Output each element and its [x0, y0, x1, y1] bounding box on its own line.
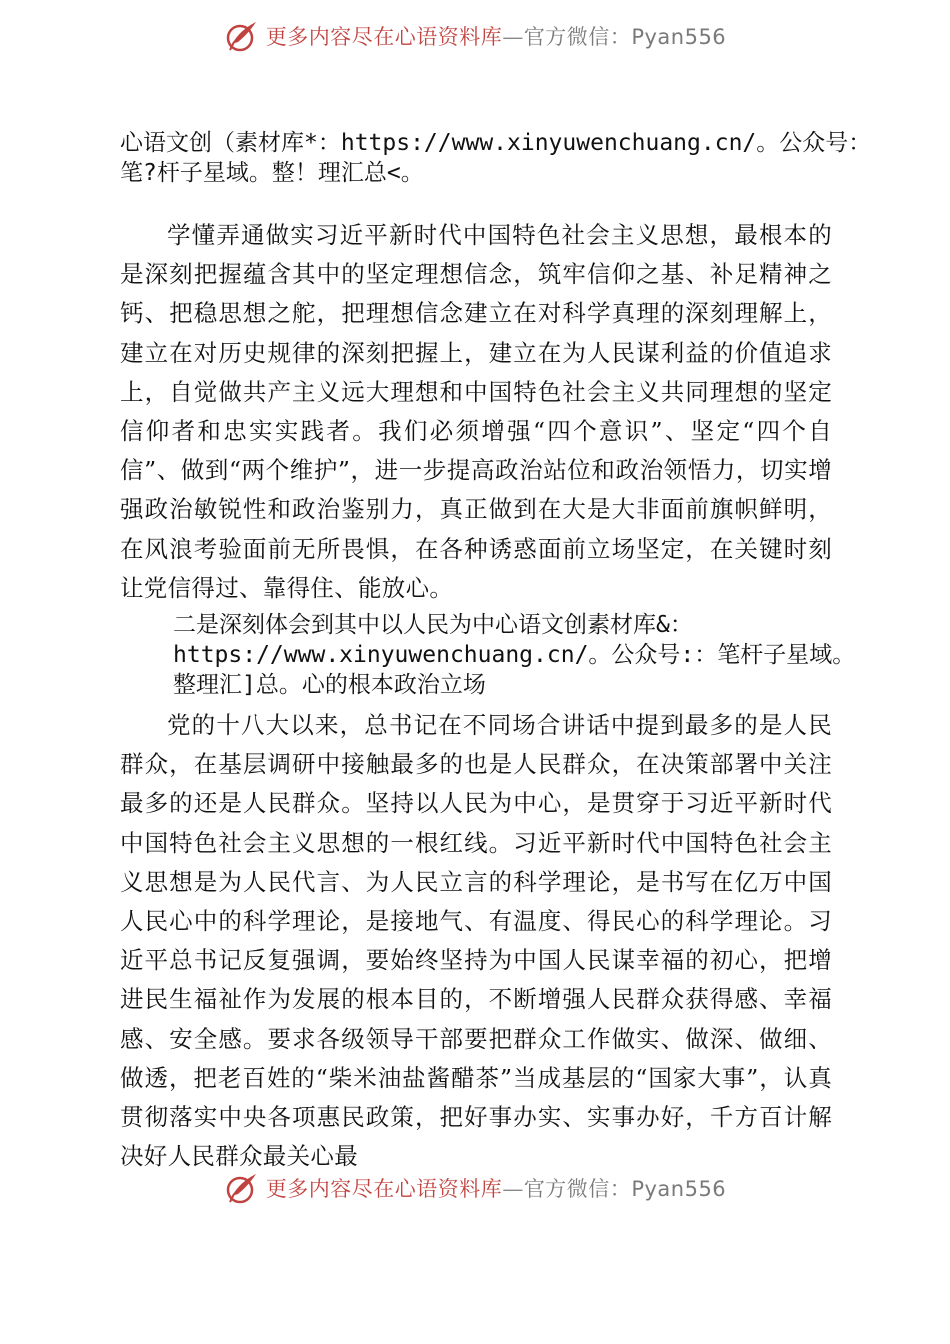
intro-line-1: 心语文创（素材库*：https://www.xinyuwenchuang.cn/。公众号：	[120, 130, 872, 156]
paragraph-2: 党的十八大以来，总书记在不同场合讲话中提到最多的是人民群众，在基层调研中接触最多的也是人民群众，在决策部署中关注最多的还是人民群众。坚持以人民为中心，是贯穿于习近平新时代中国特色社会主义思想的一根红线。习近平新时代中国特色社会主义思想是为人民代言、为人民立言的科学理论，是书写在亿万中国人民心中的科学理论，是接地气、有温度、得民心的科学理论。习近平总书记反复强调，要始终坚持为中国人民谋幸福的初心，把增进民生福祉作为发展的根本目的，不断增强人民群众获得感、幸福感、安全感。要求各级领导干部要把群众工作做实、做深、做细、做透，把老百姓的“柴米油盐酱醋茶”当成基层的“国家大事”，认真贯彻落实中央各项惠民政策，把好事办实、实事办好，千方百计解决好人民群众最关心最	[120, 711, 832, 1171]
paragraph-1: 学懂弄通做实习近平新时代中国特色社会主义思想，最根本的是深刻把握蕴含其中的坚定理想信念，筑牢信仰之基、补足精神之钙、把稳思想之舵，把理想信念建立在对科学真理的深刻理解上，建立在对历史规律的深刻把握上，建立在为人民谋利益的价值追求上，自觉做共产主义远大理想和中国特色社会主义共同理想的坚定信仰者和忠实实践者。我们必须增强“四个意识”、坚定“四个自信”、做到“两个维护”，进一步提高政治站位和政治领悟力，切实增强政治敏锐性和政治鉴别力，真正做到在大是大非面前旗帜鲜明，在风浪考验面前无所畏惧，在各种诱惑面前立场坚定，在关键时刻让党信得过、靠得住、能放心。	[120, 221, 832, 602]
document-body	[120, 128, 872, 1176]
banner-text: 更多内容尽在心语资料库—官方微信：Pyan556	[265, 25, 727, 49]
quill-logo-icon	[224, 18, 260, 54]
footer-banner	[0, 1166, 950, 1210]
banner-text: 更多内容尽在心语资料库—官方微信：Pyan556	[265, 1177, 727, 1201]
heading2-line-1: 二是深刻体会到其中以人民为中心语文创素材库&：	[173, 612, 693, 639]
quill-logo-icon	[224, 1170, 260, 1206]
intro-line-2: 笔?杆子星域。整！理汇总<。	[120, 160, 424, 186]
section-heading-2	[120, 610, 856, 700]
heading2-line-2: https://www.xinyuwenchuang.cn/。公众号:：笔杆子星域。	[173, 642, 856, 669]
heading2-line-3: 整理汇]总。心的根本政治立场	[173, 672, 486, 699]
header-banner	[0, 14, 950, 58]
